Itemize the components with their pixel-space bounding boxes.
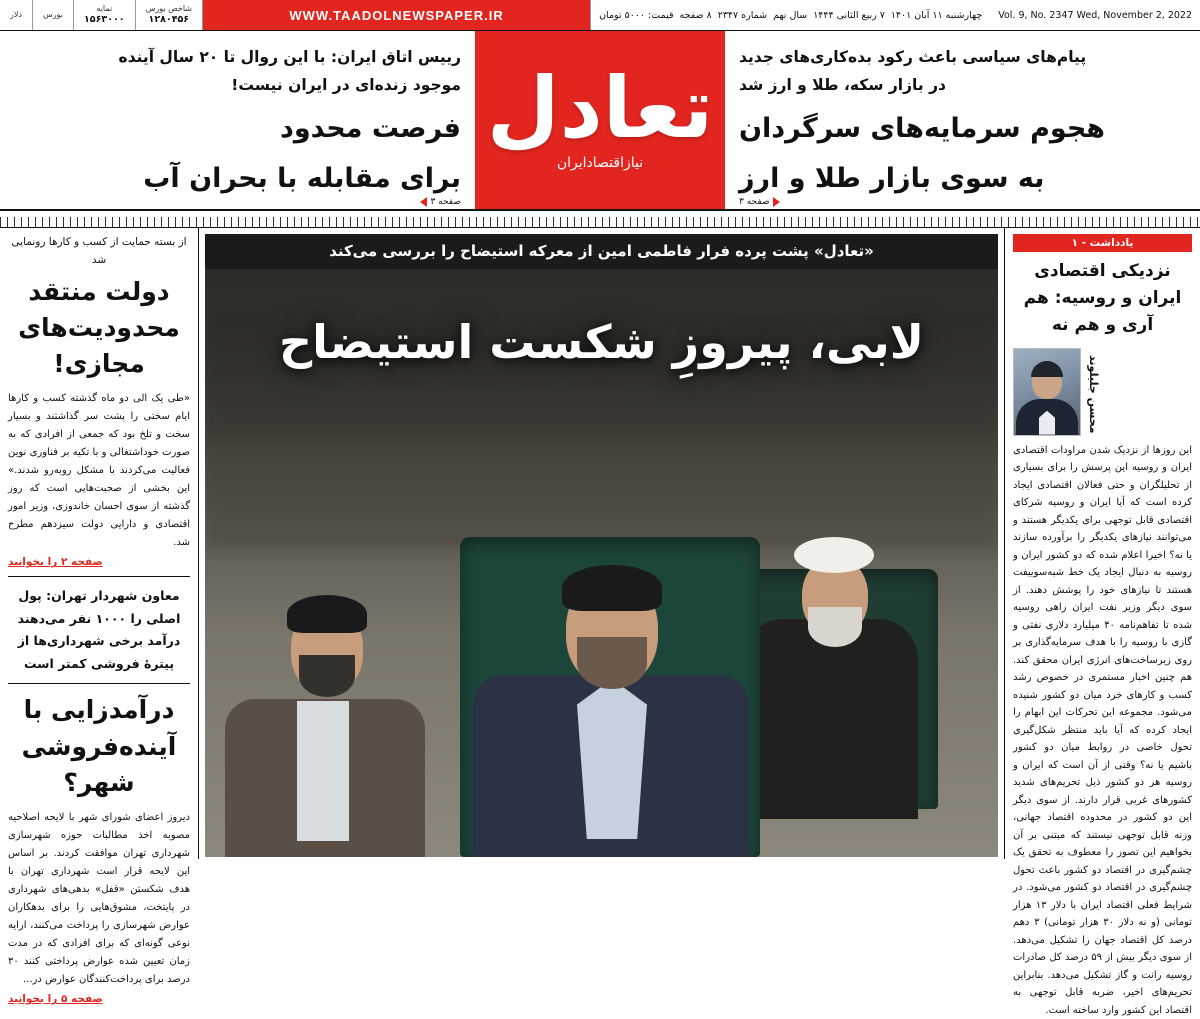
left-headline: دولت منتقد محدودیت‌های مجازی! <box>18 276 180 379</box>
photo-person-left-beard <box>299 655 355 697</box>
author-photo-hair <box>1031 361 1063 377</box>
note-tag: یادداشت - ۱ <box>1013 234 1192 252</box>
photo-person-clergy-beard <box>808 607 862 647</box>
note-body-text: این روزها از نزدیک شدن مراودات اقتصادی ایران و روسیه این پرسش را برای بسیاری از تحلیلگران و حتی فعالان اقتصادی ایجاد کرده است که آیا ایران و روسیه شرکای اقتصادی قابل توجهی برای یکدیگر هستند و می‌توانند نیازهای یکدیگر را برآورده سازند یا نه؟ اخیرا اعلام شده که دو کشور ایران و روسیه به دنبال ایجاد یک خط شبه‌سوییفت هستند تا نیازهای خود را پوشش دهند. از سوی دیگر وزیر نفت ایران راهی روسیه شده تا تفاهم‌نامه ۴۰ میلیارد دلاری نفتی و گازی با روسیه را با هدف سرمایه‌گذاری بر روی زیرساخت‌های انرژی ایران محقق کند. هم چنین اخبار مستمری در خصوص رشد کسب و کارهای خرد میان دو کشور شنیده می‌شود. مجموعه این تحرکات این ابهام را ایجاد کرده که آیا باید منتظر شکل‌گیری تحول خاصی در روابط میان دو کشور باشیم یا نه؟ وقتی از آن است که ایران و روسیه هر دو کشور ذیل تحریم‌های شدید کشورهای غربی قرار دارند. از سوی دیگر این دو کشور در محدوده اقتصاد جهانی، وزنه قابل توجهی نیستند که مبتنی بر آن بخواهیم این تصور را معطوف به تحقق یک چشم‌گیری در اقتصاد دو کشور باعث تحول چشم‌گیری در اقتصاد دو کشور می‌شود. در شرایط فعلی اقتصاد ایران با دلار ۱۳ هزار تومانی (و نه دلار ۳۰ هزار تومانی) ۳ دهم درصد کل اقتصاد جهان را تشکیل می‌دهد. از سوی دیگر بیش از ۵۹ درصد کل صادرات روسیه رانت و گاز تشکیل می‌دهد. بنابراین تحریم‌های اخیر، ضربه قابل توجهی به اقتصاد این کشور وارد ساخته است. <box>1013 444 1193 1016</box>
issue-number: شماره ۲۳۴۷ <box>717 9 768 21</box>
price: قیمت: ۵۰۰۰ تومان <box>599 9 674 21</box>
note-column <box>1004 228 1200 1016</box>
date-en-text: Wed, November 2, 2022 <box>1076 9 1192 21</box>
photo-person-center-hair <box>562 565 662 611</box>
right-teaser-page-ref <box>739 197 780 207</box>
bourse-box <box>32 0 73 30</box>
right-teaser-page-ref-text: صفحه ۳ <box>739 197 770 207</box>
website-url-text: WWW.TAADOLNEWSPAPER.IR <box>289 7 504 23</box>
logo-title: تعادل <box>486 59 714 158</box>
photo-person-clergy-turban <box>794 537 874 573</box>
photo-person-left-hair <box>287 595 367 633</box>
left-sub-overline: معاون شهردار تهران: پول اصلی را ۱۰۰۰ نفر می‌دهند درآمد برخی شهرداری‌ها از پیترۀ فروشی کمتر است <box>17 588 181 671</box>
right-teaser-big1: هجوم سرمایه‌های سرگردان <box>739 112 1106 144</box>
photo-person-center-shirt <box>577 679 647 839</box>
right-teaser-line1: پیام‌های سیاسی باعث رکود بده‌کاری‌های جدید <box>739 48 1087 67</box>
author-photo <box>1013 348 1081 436</box>
page-count: ۸ صفحه <box>679 9 712 21</box>
website-url[interactable] <box>202 0 590 30</box>
date-fa: چهارشنبه ۱۱ آبان ۱۴۰۱ <box>890 9 983 21</box>
bourse-label: بورس <box>43 10 63 19</box>
dollar-label: دلار <box>10 10 22 19</box>
triangle-icon <box>420 197 427 207</box>
left-body-text: «طی یک الی دو ماه گذشته کسب و کارها ایام سختی را پشت سر گذاشتند و بسیار سخت و تلخ بود که جمعی از افرادی که به صورت خوداشتغالی و با تکیه بر فناوری نوین فعالیت می‌کردند با مشکل روبه‌رو شدند.» این بخشی از صحبت‌هایی است که روز گذشته از سوی احسان خاندوزی، وزیر امور اقتصادی و دارایی دولت سیزدهم مطرح شد. <box>8 393 190 549</box>
photo-bg-row-2 <box>205 419 998 549</box>
date-hijri: ۷ ربیع الثانی ۱۴۴۴ <box>813 9 885 21</box>
left-overline: از بسته حمایت از کسب و کارها رونمایی شد <box>11 236 187 266</box>
photo-person-center-beard <box>577 637 647 689</box>
logo-subtitle: نیازاقتصادایران <box>556 154 644 171</box>
left-headline-2: درآمدزایی با آینده‌فروشی شهر؟ <box>21 695 177 797</box>
left-teaser-page-ref <box>420 197 461 207</box>
divider <box>8 683 190 684</box>
photo-person-left-shirt <box>297 701 349 841</box>
volume-issue-en <box>990 0 1200 30</box>
main-story-photo <box>205 269 998 857</box>
index-label: نمایه <box>96 4 113 14</box>
volume-issue-text: Vol. 9, No. 2347 <box>998 9 1074 21</box>
masthead-left-teaser <box>0 31 475 209</box>
left-more-link-2[interactable]: صفحه ۵ را بخوانید <box>8 993 103 1006</box>
left-more-link-1[interactable]: صفحه ۲ را بخوانید <box>8 556 103 569</box>
photo-person-clergy-body <box>743 619 918 819</box>
masthead-right-teaser <box>725 31 1200 209</box>
note-title: نزدیکی اقتصادی ایران و روسیه: هم آری و هم نه <box>1023 261 1182 336</box>
right-teaser-big2: به سوی بازار طلا و ارز <box>739 163 1045 195</box>
masthead <box>0 31 1200 211</box>
top-info-bar <box>0 0 1200 31</box>
dollar-box <box>0 0 32 30</box>
left-teaser-line2: موجود زنده‌ای در ایران نیست! <box>231 75 461 94</box>
decorative-ruler-strip <box>0 211 1200 228</box>
left-teaser-big1: فرصت محدود <box>280 112 461 144</box>
note-author-name: محسن جلیلوند <box>1087 355 1100 434</box>
left-teaser-big2: برای مقابله با بحران آب <box>143 163 461 195</box>
left-teaser-page-ref-text: صفحه ۳ <box>430 197 461 207</box>
index-box <box>73 0 135 30</box>
index-value: ۱۵۶۳۰۰۰ <box>84 14 125 26</box>
right-teaser-line2: در بازار سکه، طلا و ارز شد <box>739 75 946 94</box>
shakhes-bourse-value: ۱۲۸۰۴۵۶ <box>148 14 190 26</box>
left-column <box>0 228 198 1006</box>
main-story-lead <box>205 269 998 857</box>
left-body-text-2: دیروز اعضای شورای شهر با لایحه اصلاحیه مصوبه اخذ مطالبات حوزه شهرسازی شهرداری تهران موافقت کردند. بر اساس این لایحه قرار است شهرداری تهران با هدف شکستن «قفل» بدهی‌های شهرداری در پایتخت، مشوق‌هایی را برای بدهکاران عوارض شهرسازی را پرداخت می‌کنند، ارایه نوعی گونه‌ای که برای افرادی که در مدت زمان تعیین شده عوارض پرداختی کنند ۳۰ درصد برای پرداخت‌کنندگان عوارض در... <box>8 812 190 986</box>
main-story-column <box>198 228 1004 859</box>
triangle-icon <box>773 197 780 207</box>
main-story-headline: لابی، پیروزِ شکست استیضاح <box>278 315 925 369</box>
page-content <box>0 228 1200 1016</box>
date-info-fa <box>590 0 990 30</box>
main-story-kicker: «تعادل» پشت پرده فرار فاطمی امین از معرکه استیضاح را بررسی می‌کند <box>205 234 998 269</box>
year-label: سال نهم <box>773 9 808 21</box>
shakhes-bourse-label: شاخص بورس <box>145 4 193 14</box>
divider <box>8 576 190 577</box>
note-author-block <box>1013 348 1192 436</box>
left-teaser-line1: رییس اتاق ایران: با این روال تا ۲۰ سال آینده <box>118 48 461 67</box>
shakhes-bourse-box <box>135 0 202 30</box>
newspaper-logo <box>475 31 725 209</box>
